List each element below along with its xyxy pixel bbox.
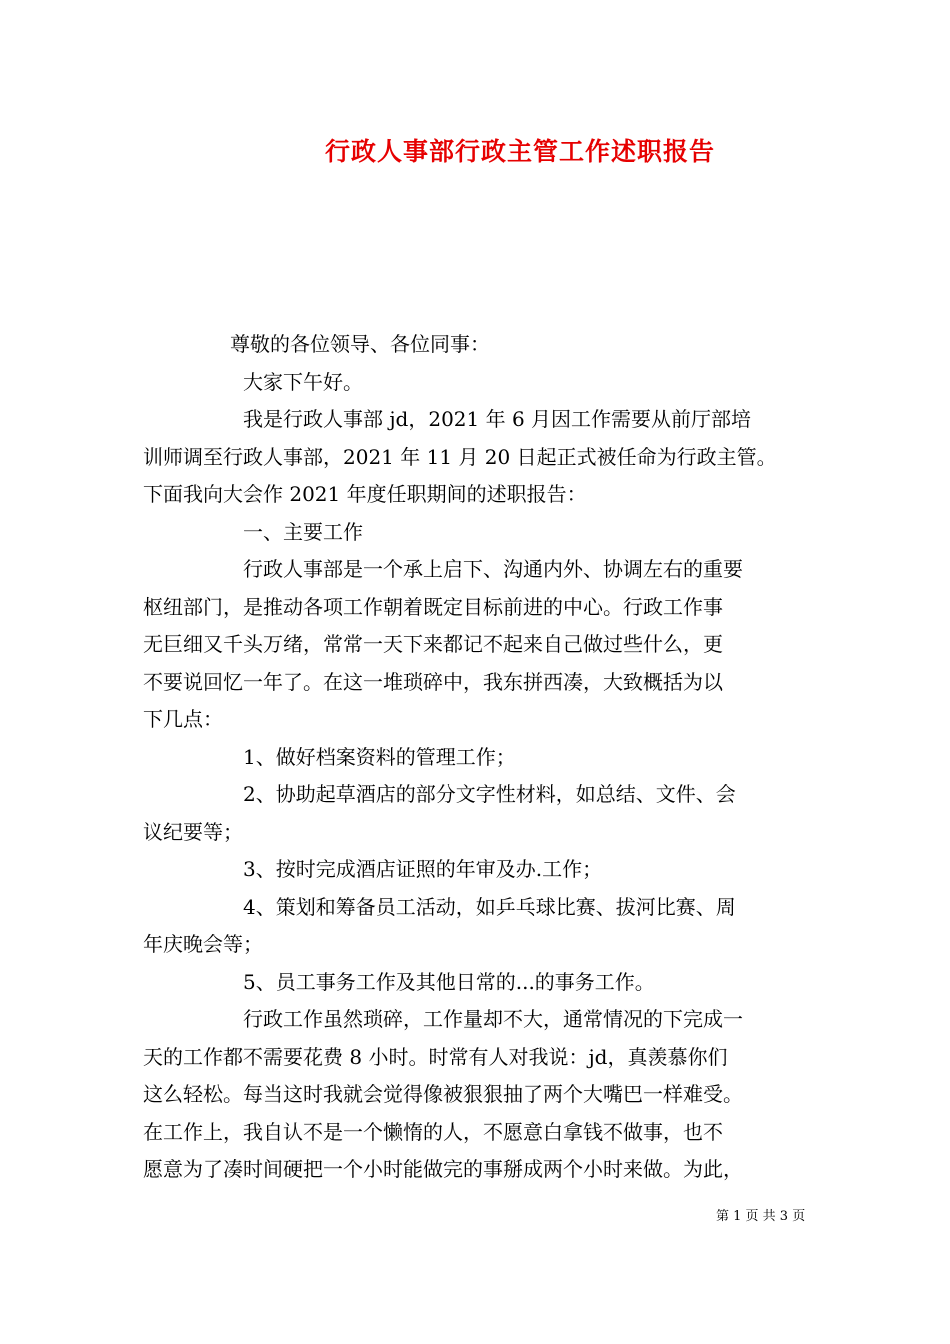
body-line: 大家下午好。: [243, 369, 363, 394]
body-line: 3、按时完成酒店证照的年审及办.工作；: [243, 857, 603, 881]
body-line: 1、做好档案资料的管理工作；: [243, 744, 516, 769]
body-line: 5、员工事务工作及其他日常的...的事务工作。: [243, 969, 655, 994]
body-line: 下面我向大会作 2021 年度任职期间的述职报告：: [143, 482, 587, 506]
body-line: 我是行政人事部 jd，2021 年 6 月因工作需要从前厅部培: [243, 407, 752, 431]
body-line: 行政工作虽然琐碎，工作量却不大，通常情况的下完成一: [243, 1007, 743, 1031]
body-line: 下几点：: [143, 707, 223, 731]
body-line: 行政人事部是一个承上启下、沟通内外、协调左右的重要: [243, 557, 743, 581]
body-line: 训师调至行政人事部，2021 年 11 月 20 日起正式被任命为行政主管。: [143, 444, 777, 469]
body-line: 不要说回忆一年了。在这一堆琐碎中，我东拼西凑，大致概括为以: [143, 669, 723, 694]
body-line: 天的工作都不需要花费 8 小时。时常有人对我说：jd，真羡慕你们: [143, 1044, 728, 1069]
body-line: 议纪要等；: [143, 819, 243, 844]
body-line: 这么轻松。每当这时我就会觉得像被狠狠抽了两个大嘴巴一样难受。: [143, 1082, 743, 1106]
body-line: 愿意为了凑时间硬把一个小时能做完的事掰成两个小时来做。为此，: [143, 1157, 743, 1181]
body-line: 无巨细又千头万绪，常常一天下来都记不起来自己做过些什么，更: [143, 632, 723, 656]
document-title: 行政人事部行政主管工作述职报告: [324, 137, 715, 166]
body-line: 尊敬的各位领导、各位同事：: [230, 332, 490, 356]
page-footer: 第 1 页 共 3 页: [716, 1209, 806, 1224]
body-line: 一、主要工作: [243, 519, 363, 544]
body-line: 年庆晚会等；: [143, 932, 263, 956]
body-line: 枢纽部门，是推动各项工作朝着既定目标前进的中心。行政工作事: [143, 594, 723, 619]
document-body: [143, 326, 823, 1189]
body-line: 4、策划和筹备员工活动，如乒乓球比赛、拔河比赛、周: [243, 894, 736, 919]
body-line: 2、协助起草酒店的部分文字性材料，如总结、文件、会: [243, 782, 736, 806]
body-line: 在工作上，我自认不是一个懒惰的人，不愿意白拿钱不做事，也不: [143, 1119, 723, 1144]
